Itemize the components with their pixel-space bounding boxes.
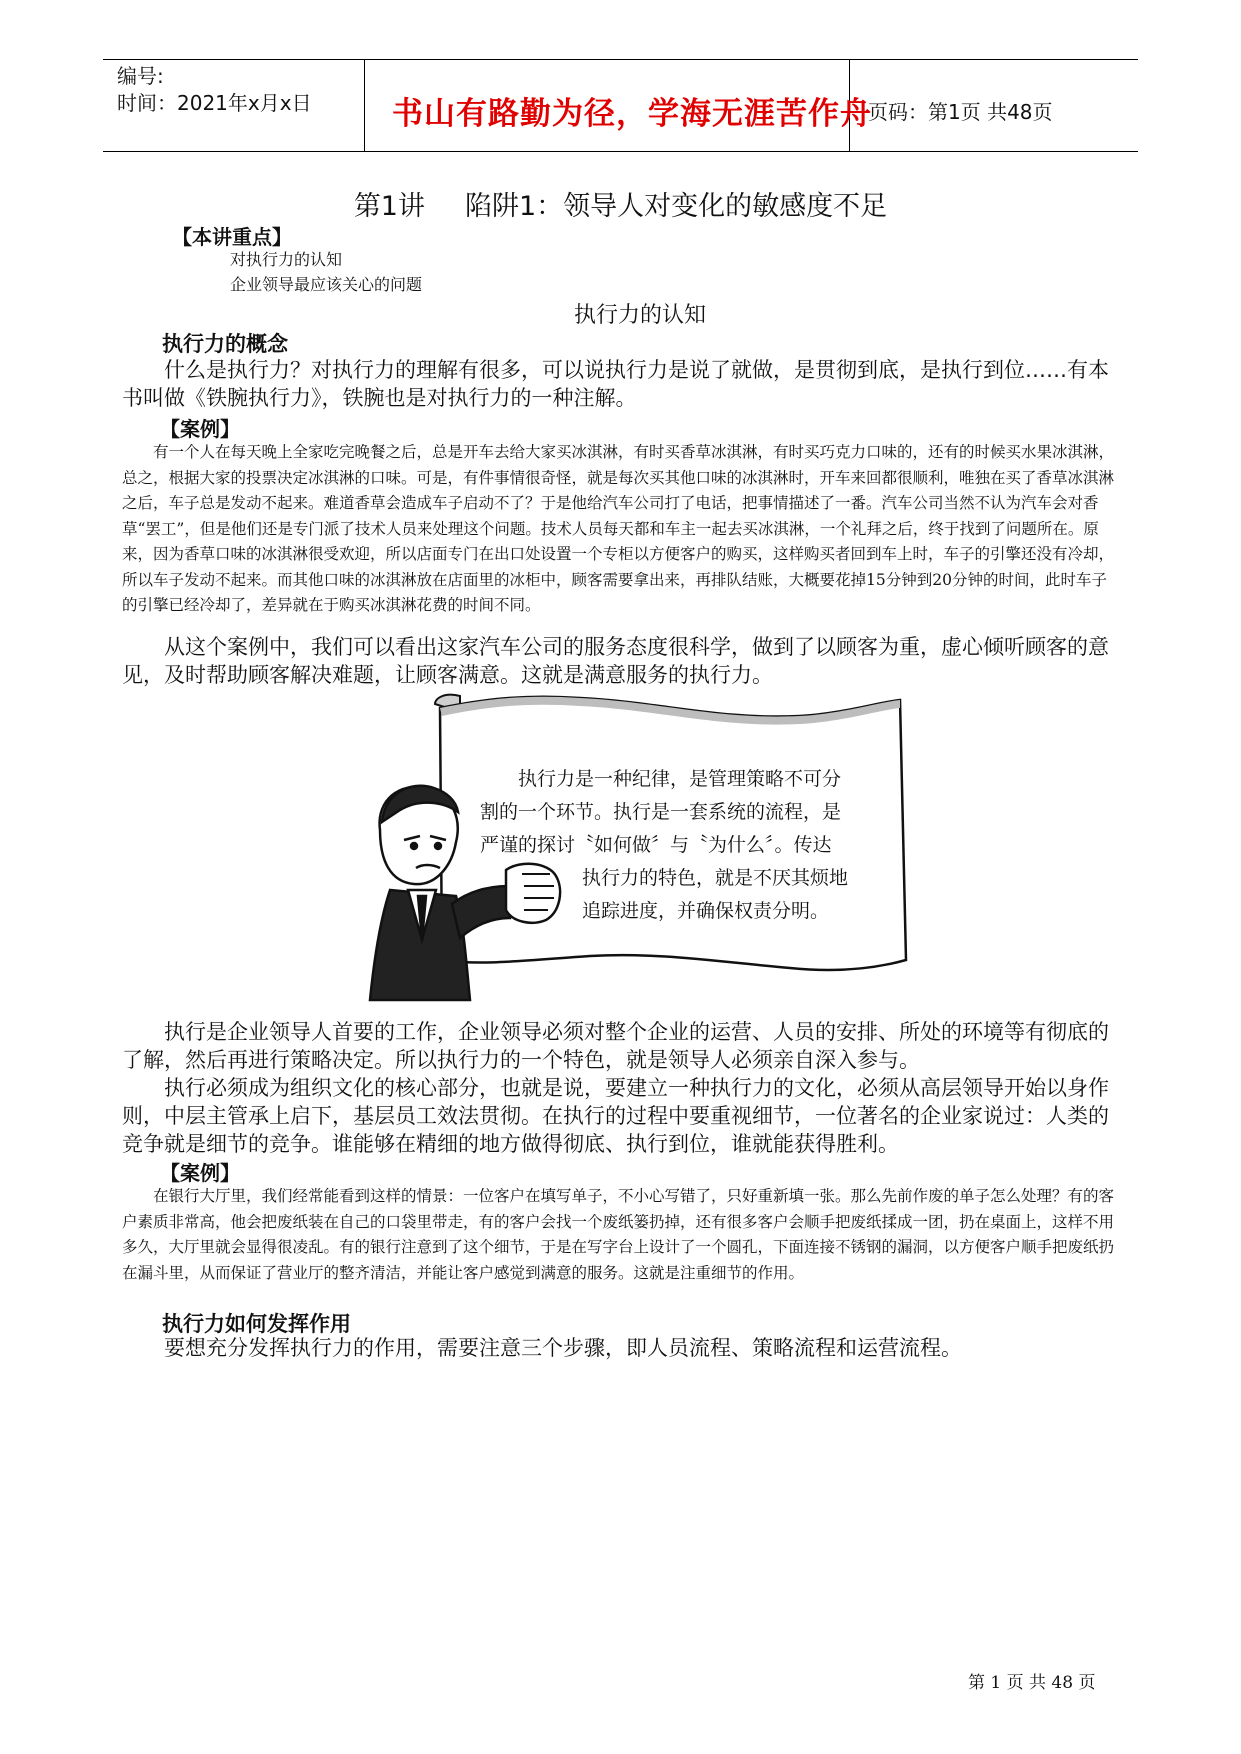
illustration-line: 严谨的探讨〝如何做〞与〝为什么〞。传达: [480, 834, 832, 856]
lecture-number: 第1讲: [353, 191, 425, 222]
execution-paragraph-1: 执行是企业领导人首要的工作，企业领导必须对整个企业的运营、人员的安排、所处的环境等有彻底的了解，然后再进行策略决定。所以执行力的一个特色，就是领导人必须亲自深入参与。: [122, 1020, 1109, 1072]
lecture-topic: 陷阱1：领导人对变化的敏感度不足: [465, 191, 888, 222]
execution-paragraph-2: 执行必须成为组织文化的核心部分，也就是说，要建立一种执行力的文化，必须从高层领导开始以身作则，中层主管承上启下，基层员工效法贯彻。在执行的过程中要重视细节，一位著名的企业家说过：人类的竞争就是细节的竞争。谁能够在精细的地方做得彻底、执行到位，谁就能获得胜利。: [122, 1076, 1109, 1156]
page-footer: 第 1 页 共 48 页: [968, 1673, 1096, 1693]
header-time-label: 时间：2021年x月x日: [117, 91, 312, 115]
header-top-border: [103, 59, 1138, 60]
header-number-label: 编号:: [117, 64, 164, 88]
header-bottom-border: [103, 151, 1138, 152]
key-point-item: 企业领导最应该关心的问题: [230, 275, 423, 294]
header-divider-left: [364, 59, 365, 152]
section-title: 执行力的认知: [573, 303, 706, 328]
case1-label: 【案例】: [160, 417, 240, 441]
case1-conclusion: 从这个案例中，我们可以看出这家汽车公司的服务态度很科学，做到了以顾客为重，虚心倾听顾客的意见，及时帮助顾客解决难题，让顾客满意。这就是满意服务的执行力。: [122, 635, 1109, 687]
lecture-title: [0, 184, 1241, 223]
concept-heading: 执行力的概念: [162, 332, 288, 356]
header-motto: 书山有路勤为径，学海无涯苦作舟: [392, 96, 872, 132]
header-page-info: 页码：第1页 共48页: [868, 100, 1053, 124]
illustration-line: 追踪进度，并确保权责分明。: [582, 900, 830, 922]
case1-text: 有一个人在每天晚上全家吃完晚餐之后，总是开车去给大家买冰淇淋，有时买香草冰淇淋，有时买巧克力口味的，还有的时候买水果冰淇淋，总之，根据大家的投票决定冰淇淋的口味。可是，有件事情很奇怪，就是每次买其他口味的冰淇淋时，开车来回都很顺利，唯独在买了香草冰淇淋之后，车子总是发动不起来。难道香草会造成车子启动不了？于是他给汽车公司打了电话，把事情描述了一番。汽车公司当然不认为汽车会对香草“罢工”，但是他们还是专门派了技术人员来处理这个问题。技术人员每天都和车主一起去买冰淇淋，一个礼拜之后，终于找到了问题所在。原来，因为香草口味的冰淇淋很受欢迎，所以店面专门在出口处设置一个专柜以方便客户的购买，这样购买者回到车上时，车子的引擎还没有冷却，所以车子发动不起来。而其他口味的冰淇淋放在店面里的冰柜中，顾客需要拿出来，再排队结账，大概要花掉15分钟到20分钟的时间，此时车子的引擎已经冷却了，差异就在于购买冰淇淋花费的时间不同。: [122, 443, 1115, 614]
key-point-item: 对执行力的认知: [230, 250, 343, 269]
illustration-line: 割的一个环节。执行是一套系统的流程，是: [480, 801, 842, 823]
key-points-heading: 【本讲重点】: [172, 225, 292, 249]
illustration-line: 执行力的特色，就是不厌其烦地: [582, 867, 849, 889]
illustration-line: 执行力是一种纪律，是管理策略不可分: [518, 768, 842, 790]
case2-label: 【案例】: [160, 1161, 240, 1185]
concept-paragraph: 什么是执行力？对执行力的理解有很多，可以说执行力是说了就做，是贯彻到底，是执行到位……有本书叫做《铁腕执行力》，铁腕也是对执行力的一种注解。: [122, 358, 1109, 410]
case2-text: 在银行大厅里，我们经常能看到这样的情景：一位客户在填写单子，不小心写错了，只好重新填一张。那么先前作废的单子怎么处理？有的客户素质非常高，他会把废纸装在自己的口袋里带走，有的客户会找一个废纸篓扔掉，还有很多客户会顺手把废纸揉成一团，扔在桌面上，这样不用多久，大厅里就会显得很凌乱。有的银行注意到了这个细节，于是在写字台上设计了一个圆孔，下面连接不锈钢的漏洞，以方便客户顺手把废纸扔在漏斗里，从而保证了营业厅的整齐清洁，并能让客户感觉到满意的服务。这就是注重细节的作用。: [122, 1187, 1115, 1282]
how-heading: 执行力如何发挥作用: [162, 1312, 351, 1336]
how-paragraph: 要想充分发挥执行力的作用，需要注意三个步骤，即人员流程、策略流程和运营流程。: [164, 1336, 962, 1360]
